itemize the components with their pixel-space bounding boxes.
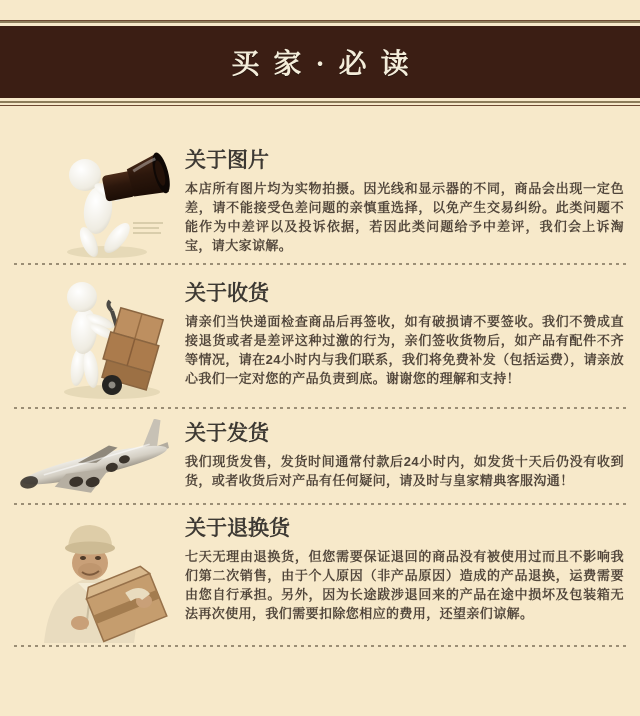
section-heading: 关于退换货 bbox=[185, 517, 290, 540]
section-returns bbox=[0, 505, 640, 645]
delivery-man-photo bbox=[28, 517, 172, 648]
airplane-icon bbox=[12, 419, 178, 506]
section-heading: 关于图片 bbox=[185, 149, 269, 172]
bottom-margin bbox=[0, 647, 640, 716]
page-title: 买家·必读 bbox=[231, 49, 423, 80]
figure-with-handtruck-icon bbox=[46, 277, 176, 406]
section-body: 本店所有图片均为实物拍摄。因光线和显示器的不同，商品会出现一定色差，请不能接受色差问题的亲慎重选择，以免产生交易纠纷。此类问题不能作为中差评以及投诉依据，若因此类问题给予中差评，我们会上诉淘宝，请大家谅解。 bbox=[185, 181, 624, 253]
section-pictures bbox=[0, 106, 640, 263]
section-heading: 关于收货 bbox=[185, 282, 269, 305]
section-receiving bbox=[0, 265, 640, 407]
section-body: 七天无理由退换货，但您需要保证退回的商品没有被使用过而且不影响我们第二次销售，由于个人原因（非产品原因）造成的产品退换，运费需要由您自行承担。另外，因为长途跋涉退回来的产品在途中损坏及包装箱无法再次使用，我们需要扣除您相应的费用，还望亲们谅解。 bbox=[185, 549, 624, 621]
section-body: 我们现货发售，发货时间通常付款后24小时内，如发货十天后仍没有收到货，或者收货后对产品有任何疑问，请及时与皇家精典客服沟通！ bbox=[185, 454, 624, 488]
header-band bbox=[0, 26, 640, 98]
section-shipping bbox=[0, 409, 640, 503]
section-body: 请亲们当快递面检查商品后再签收，如有破损请不要签收。我们不赞成直接退货或者是差评这种过激的行为，亲们签收货物后，如产品有配件不齐等情况，请在24小时内与我们联系，我们将免费补发（包括运费），请亲放心我们一定对您的产品负责到底。谢谢您的理解和支持！ bbox=[185, 314, 624, 386]
figure-with-camera-icon bbox=[55, 148, 170, 265]
section-heading: 关于发货 bbox=[185, 422, 269, 445]
top-margin bbox=[0, 0, 640, 20]
